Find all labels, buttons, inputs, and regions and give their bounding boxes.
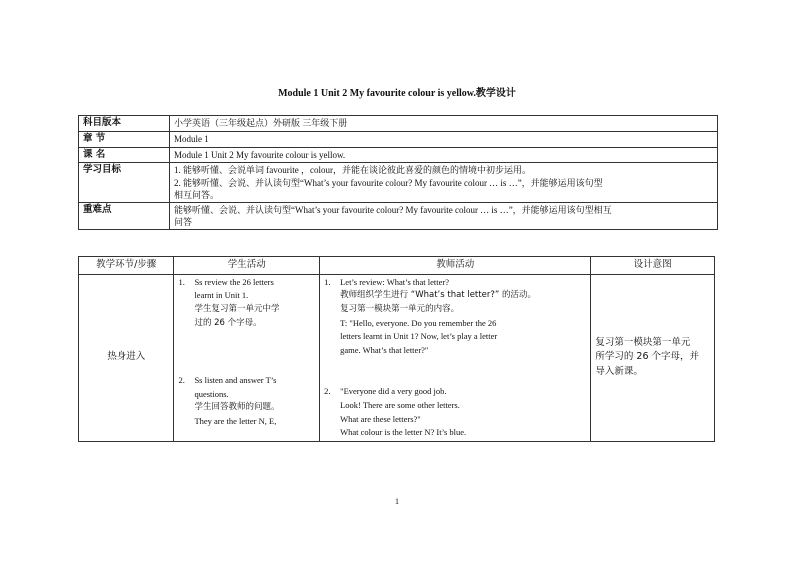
item-line: 学生复习第一单元中学 <box>194 304 280 314</box>
item-number: 1. <box>324 276 331 287</box>
item-line: Ss listen and answer T’s <box>194 375 277 386</box>
lesson-plan-table <box>78 256 715 442</box>
item-number: 1. <box>178 276 185 287</box>
row-label: 科目版本 <box>79 116 170 132</box>
item-line: What colour is the letter N? It’s blue. <box>340 427 467 438</box>
table-row <box>79 202 718 229</box>
document-title: Module 1 Unit 2 My favourite colour is yellow.教学设计 <box>278 88 516 99</box>
item-line: T: "Hello, everyone. Do you remember the 26 <box>340 317 497 328</box>
column-header: 教学环节/步骤 <box>79 257 174 275</box>
teacher-activities-cell <box>320 274 591 441</box>
stage-cell: 热身进入 <box>79 274 174 441</box>
row-value: Module 1 Unit 2 My favourite colour is yellow. <box>170 147 718 163</box>
item-line: 过的 26 个字母。 <box>194 317 262 328</box>
column-header: 教师活动 <box>320 257 591 275</box>
table-row <box>79 116 718 132</box>
student-activities-cell <box>174 274 320 441</box>
list-item <box>324 385 586 439</box>
row-value: Module 1 <box>170 131 718 147</box>
table-row <box>79 163 718 202</box>
item-line: They are the letter N, E, <box>194 415 277 426</box>
item-line: learnt in Unit 1. <box>194 290 249 301</box>
table-row <box>79 274 715 441</box>
row-value <box>170 163 718 202</box>
list-item <box>178 374 315 428</box>
row-label: 章 节 <box>79 131 170 147</box>
row-label: 学习目标 <box>79 163 170 202</box>
list-item <box>324 276 586 358</box>
table-row <box>79 131 718 147</box>
intent-line: 所学习的 26 个字母，并 <box>595 351 700 363</box>
key-point-line: 能够听懂、会说、并认读句型“What’s your favourite colour? My favourite colour … is …”，并能够运用该句型相互 <box>174 204 612 215</box>
header-row <box>79 257 715 275</box>
key-point-line: 问答 <box>174 217 193 227</box>
design-intent-cell <box>591 274 715 441</box>
item-line: Ss review the 26 letters <box>194 276 274 287</box>
list-item <box>178 276 315 330</box>
item-number: 2. <box>324 386 331 397</box>
row-label: 重难点 <box>79 202 170 229</box>
intent-line: 导入新课。 <box>595 366 643 378</box>
objective-line: 1. 能够听懂、会说单词 favourite ，colour，并能在谈论彼此喜爱的颜色的情境中初步运用。 <box>174 165 531 176</box>
row-value <box>170 202 718 229</box>
item-line: "Everyone did a very good job. <box>340 386 447 397</box>
row-label: 课 名 <box>79 147 170 163</box>
objective-line: 相互问答。 <box>174 189 220 200</box>
column-header: 设计意图 <box>591 257 715 275</box>
item-line: 学生回答教师的问题。 <box>194 402 280 413</box>
row-value: 小学英语（三年级起点）外研版 三年级下册 <box>170 116 718 132</box>
item-line: Let’s review: What’s that letter? <box>340 276 449 287</box>
item-line: 教师组织学生进行 “What’s that letter?” 的活动。 <box>340 290 536 301</box>
table-row <box>79 147 718 163</box>
page-number: 1 <box>395 497 399 506</box>
item-line: What are these letters?" <box>340 413 421 424</box>
course-info-table <box>78 115 718 230</box>
intent-line: 复习第一模块第一单元 <box>595 336 691 348</box>
item-line: Look! There are some other letters. <box>340 399 460 410</box>
column-header: 学生活动 <box>174 257 320 275</box>
item-line: game. What’s that letter?" <box>340 344 429 355</box>
item-line: 复习第一模块第一单元的内容。 <box>340 304 460 314</box>
item-line: letters learnt in Unit 1? Now, let’s play a letter <box>340 331 498 342</box>
item-line: questions. <box>194 388 229 399</box>
objective-line: 2. 能够听懂、会说、并认读句型“What’s your favourite colour? My favourite colour … is …”，并能够运用该句型 <box>174 177 603 188</box>
item-number: 2. <box>178 375 185 386</box>
